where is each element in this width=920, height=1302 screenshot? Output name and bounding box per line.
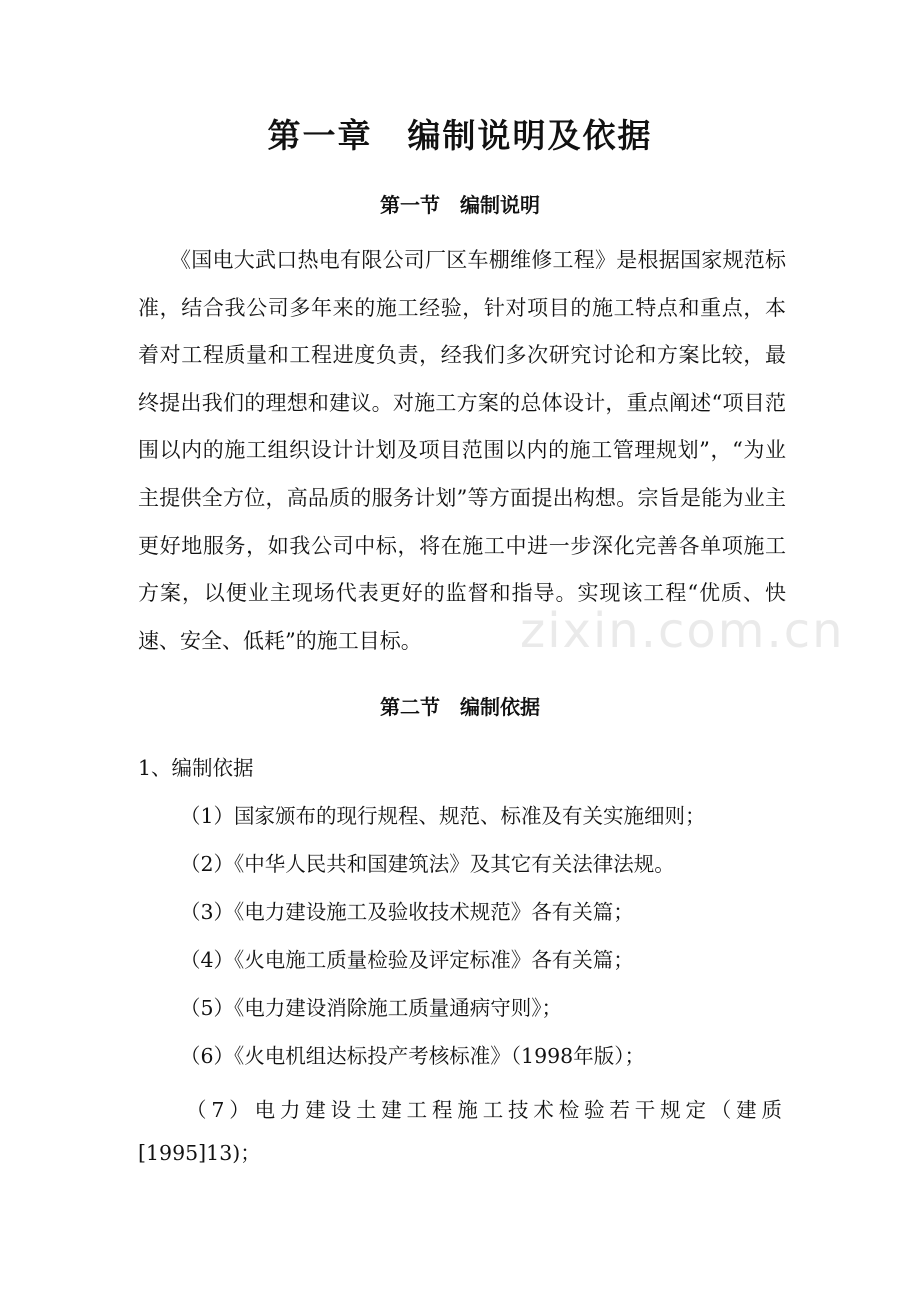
subheading-basis: 1、编制依据 [138,756,254,780]
list-item: （6）《火电机组达标投产考核标准》（1998年版）； [180,1044,645,1068]
section-title-2: 第二节 编制依据 [380,695,540,719]
chapter-title: 第一章 编制说明及依据 [267,116,653,155]
list-item-7-tail: [1995]13)； [138,1141,261,1165]
section-1-paragraph: 《国电大武口热电有限公司厂区车棚维修工程》是根据国家规范标准，结合我公司多年来的施工经验，针对项目的施工特点和重点，本着对工程质量和工程进度负责，经我们多次研究讨论和方案比较，最终提出我们的理想和建议。对施工方案的总体设计，重点阐述“项目范围以内的施工组织设计计划及项目范围以内的施工管理规划”，“为业主提供全方位，高品质的服务计划”等方面提出构想。宗旨是能为业主更好地服务，如我公司中标，将在施工中进一步深化完善各单项施工方案，以便业主现场代表更好的监督和指导。实现该工程“优质、快速、安全、低耗”的施工目标。 [138,248,786,653]
list-item: （1）国家颁布的现行规程、规范、标准及有关实施细则； [180,804,706,828]
watermark: zixin.com.cn [520,603,845,659]
list-item: （2）《中华人民共和国建筑法》及其它有关法律法规。 [180,852,675,876]
list-item-7-main: （7）电力建设土建工程施工技术检验若干规定（建质 [186,1098,786,1122]
list-item-7 [138,1089,786,1175]
list-item: （4）《火电施工质量检验及评定标准》各有关篇； [180,948,634,972]
section-title-1: 第一节 编制说明 [380,193,540,217]
list-item: （3）《电力建设施工及验收技术规范》各有关篇； [180,900,634,924]
list-item: （5）《电力建设消除施工质量通病守则》； [180,996,563,1020]
